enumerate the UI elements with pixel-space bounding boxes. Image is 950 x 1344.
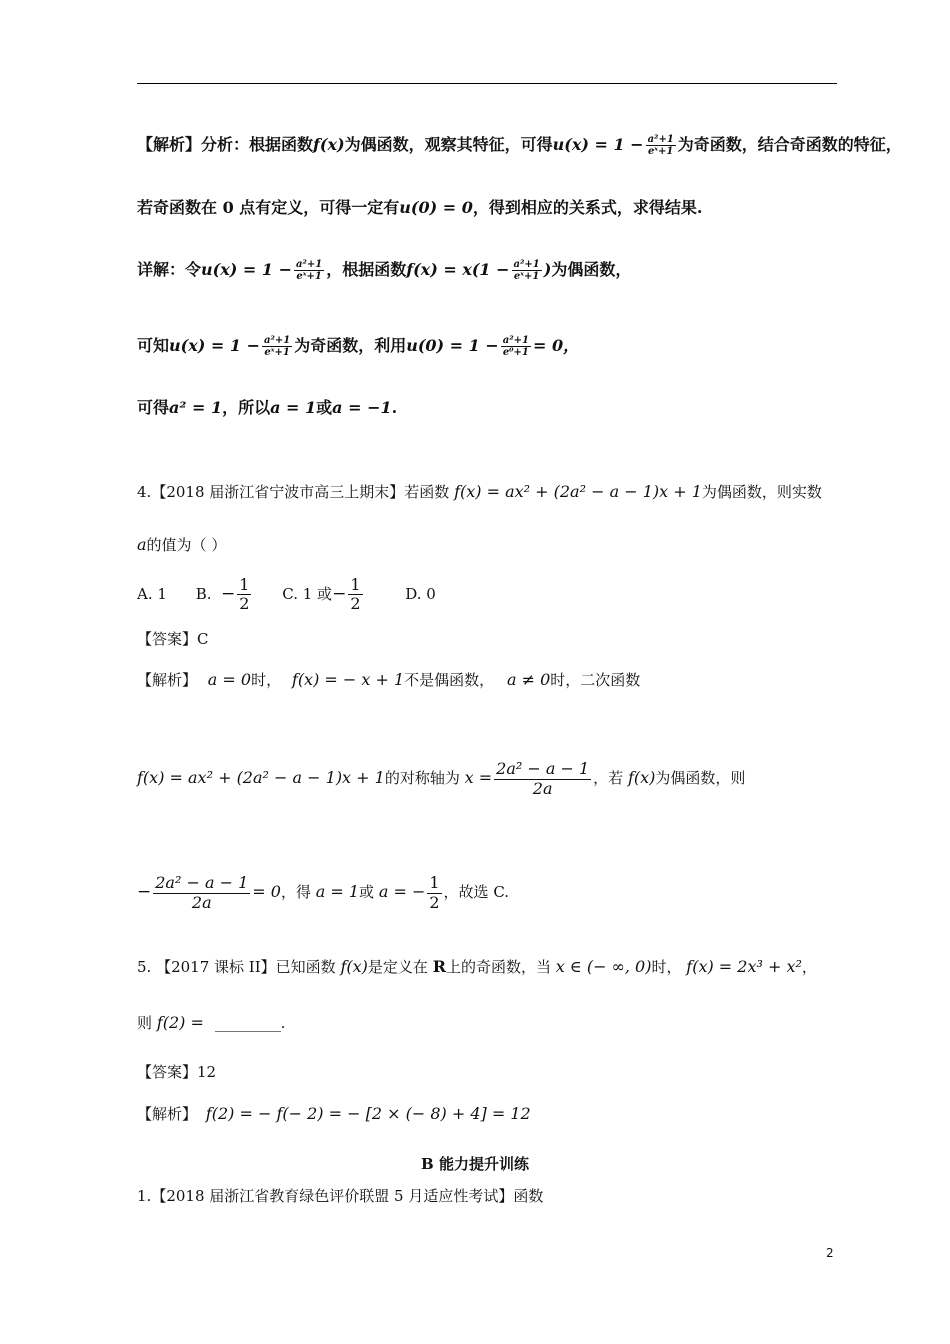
option-d: D. 0 — [405, 584, 436, 603]
answer-blank[interactable] — [215, 1017, 281, 1032]
axis-fraction: $\frac{\text{2a² − a − 1}}{2a}$ — [496, 759, 590, 798]
page-number: 2 — [826, 1246, 834, 1260]
result-line: 可得a² = 1，所以a = 1或a = −1. — [137, 398, 398, 417]
question-5-stem: 5. 【2017 课标 II】已知函数 f(x)是定义在 R上的奇函数，当 x ∈ (− ∞, 0)时， f(x) = 2x³ + x²， — [137, 957, 817, 976]
analysis-line-2: 若奇函数在 0 点有定义，可得一定有u(0) = 0，得到相应的关系式，求得结果. — [137, 198, 703, 217]
result-fraction: $\frac{1}{2}$ — [429, 873, 440, 912]
detail-line: 详解：令u(x) = 1 − $\frac{\text{a²+1}}{\text{eˣ+1}}$ ，根据函数f(x) = x(1 − $\frac{\text{a²+1}}{\text{eˣ+1}}$ )为偶函数， — [137, 258, 632, 282]
option-a: A. 1 — [137, 584, 167, 603]
condition-fraction: $\frac{\text{2a² − a − 1}}{2a}$ — [155, 873, 249, 912]
analysis-line-1: 【解析】分析：根据函数f(x)为偶函数，观察其特征，可得u(x) = 1 − $\frac{\text{a²+1}}{\text{eˣ+1}}$ 为奇函数，结合奇函数的特征， — [137, 133, 902, 157]
know-line: 可知u(x) = 1 − $\frac{\text{a²+1}}{\text{eˣ+1}}$ 为奇函数，利用u(0) = 1 − $\frac{\text{a²+1}}{\text{e⁰+1}}$ = 0， — [137, 334, 580, 358]
fraction: $\frac{\text{a²+1}}{\text{eˣ+1}}$ — [647, 133, 674, 157]
analysis-label: 【解析】 — [137, 135, 202, 154]
q4-explanation-2: f(x) = ax² + (2a² − a − 1)x + 1的对称轴为 x = $\frac{\text{2a² − a − 1}}{2a}$ ，若 f(x)为偶函数，则 — [137, 759, 746, 798]
q5-explanation: 【解析】 f(2) = − f(− 2) = − [2 × (− 8) + 4] = 12 — [137, 1104, 531, 1123]
fraction: $\frac{\text{a²+1}}{\text{eˣ+1}}$ — [263, 334, 291, 358]
question-4-stem: 4.【2018 届浙江省宁波市高三上期末】若函数 f(x) = ax² + (2a² − a − 1)x + 1为偶函数，则实数 — [137, 482, 822, 501]
fraction: $\frac{\text{a²+1}}{\text{e⁰+1}}$ — [502, 334, 529, 358]
section-title: B 能力提升训练 — [421, 1155, 529, 1173]
fraction: $\frac{\text{a²+1}}{\text{eˣ+1}}$ — [295, 258, 323, 282]
header-rule — [137, 83, 837, 84]
question-5-stem-2: 则 f(2) = . — [137, 1013, 286, 1032]
option-b: B. − $\frac{1}{2}$ — [195, 575, 250, 614]
q4-formula: f(x) = ax² + (2a² − a − 1)x + 1 — [454, 482, 702, 501]
fraction: $\frac{\text{a²+1}}{\text{eˣ+1}}$ — [513, 258, 540, 282]
option-c: C. 1 或− $\frac{1}{2}$ — [282, 575, 361, 614]
b-question-1: 1.【2018 届浙江省教育绿色评价联盟 5 月适应性考试】函数 — [137, 1187, 544, 1205]
q4-explanation-3: − $\frac{\text{2a² − a − 1}}{2a}$ = 0，得 a = 1或 a = − $\frac{1}{2}$ ，故选 C. — [137, 873, 510, 912]
q5-answer: 【答案】12 — [137, 1063, 217, 1081]
q4-explanation-1: 【解析】 a = 0时， f(x) = − x + 1不是偶函数， a ≠ 0时，二次函数 — [137, 670, 641, 689]
q4-answer: 【答案】C — [137, 630, 209, 648]
question-4-options — [137, 576, 436, 614]
question-4-stem-2: a的值为（ ） — [137, 535, 227, 554]
